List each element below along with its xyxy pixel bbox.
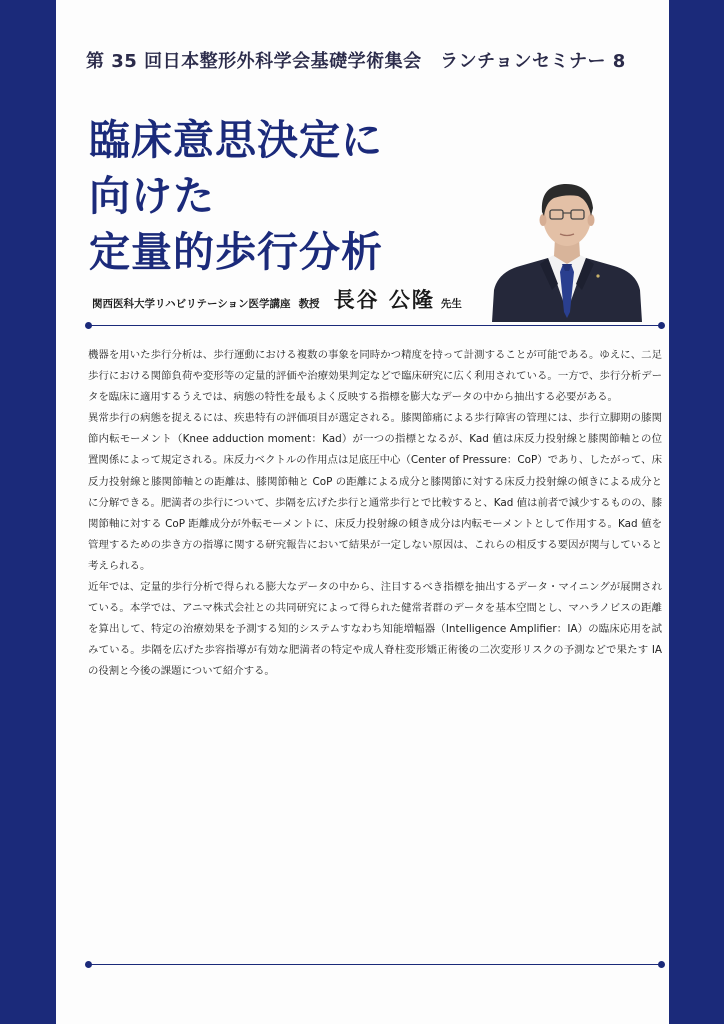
speaker-honorific: 先生: [440, 298, 462, 310]
speaker-affiliation: 関西医科大学リハビリテーション医学講座: [92, 298, 291, 310]
speaker-rank: 教授: [298, 298, 320, 310]
speaker-line: [92, 284, 462, 314]
divider-dot-right: [658, 961, 665, 968]
speaker-name: 長谷 公隆: [333, 288, 435, 312]
title-line-2: 向けた: [89, 172, 215, 220]
flyer-page: [56, 0, 669, 1024]
abstract-paragraph: 近年では、定量的歩行分析で得られる膨大なデータの中から、注目するべき指標を抽出するデータ・マイニングが展開されている。本学では、アニマ株式会社との共同研究によって得られた健常者群のデータを基本空間とし、マハラノビスの距離を算出して、特定の治療効果を予測する知的システムすなわち知能増幅器（Intelligence Amplifier：IA）の臨床応用を試みている。歩隔を広げた歩容指導が有効な肥満者の特定や成人脊柱変形矯正術後の二次変形リスクの予測などで果たす IA の役割と今後の課題について紹介する。: [88, 581, 662, 678]
top-divider: [88, 325, 662, 326]
event-header: 第 35 回日本整形外科学会基礎学術集会 ランチョンセミナー 8: [86, 51, 626, 72]
abstract-paragraph: 異常歩行の病態を捉えるには、疾患特有の評価項目が選定される。膝関節痛による歩行障害の管理には、歩行立脚期の膝関節内転モーメント（Knee adduction moment：Kad）が一つの指標となるが、Kad 値は床反力投射線と膝関節軸との位置関係によって規定される。床反力ベクトルの作用点は足底圧中心（Center of Pressure：CoP）であり、したがって、床反力投射線と膝関節軸との距離は、膝関節軸と CoP の距離による成分と膝関節に対する床反力投射線の傾きによる成分とに分解できる。肥満者の歩行について、歩隔を広げた歩行と通常歩行とで比較すると、Kad 値は前者で減少するものの、膝関節軸に対する CoP 距離成分が外転モーメントに、床反力投射線の傾き成分は内転モーメントとして作用する。Kad 値を管理するための歩き方の指導に関する研究報告において結果が一定しない原因は、これらの相反する要因が関与していると考えられる。: [88, 412, 662, 572]
right-border-band: [669, 0, 724, 1024]
divider-dot-left: [85, 961, 92, 968]
title-line-1: 臨床意思決定に: [89, 116, 383, 164]
abstract-body: [88, 345, 662, 683]
divider-dot-left: [85, 322, 92, 329]
speaker-portrait: [492, 172, 642, 322]
divider-dot-right: [658, 322, 665, 329]
bottom-divider: [88, 964, 662, 965]
abstract-paragraph: 機器を用いた歩行分析は、歩行運動における複数の事象を同時かつ精度を持って計測することが可能である。ゆえに、二足歩行における関節負荷や変形等の定量的評価や治療効果判定などで臨床研究に広く利用されている。一方で、歩行分析データを臨床に適用するうえでは、病態の特性を最もよく反映する指標を膨大なデータの中から抽出する必要がある。: [88, 349, 662, 404]
title-line-3: 定量的歩行分析: [89, 228, 383, 276]
left-border-band: [0, 0, 56, 1024]
lecture-title: [89, 112, 469, 280]
